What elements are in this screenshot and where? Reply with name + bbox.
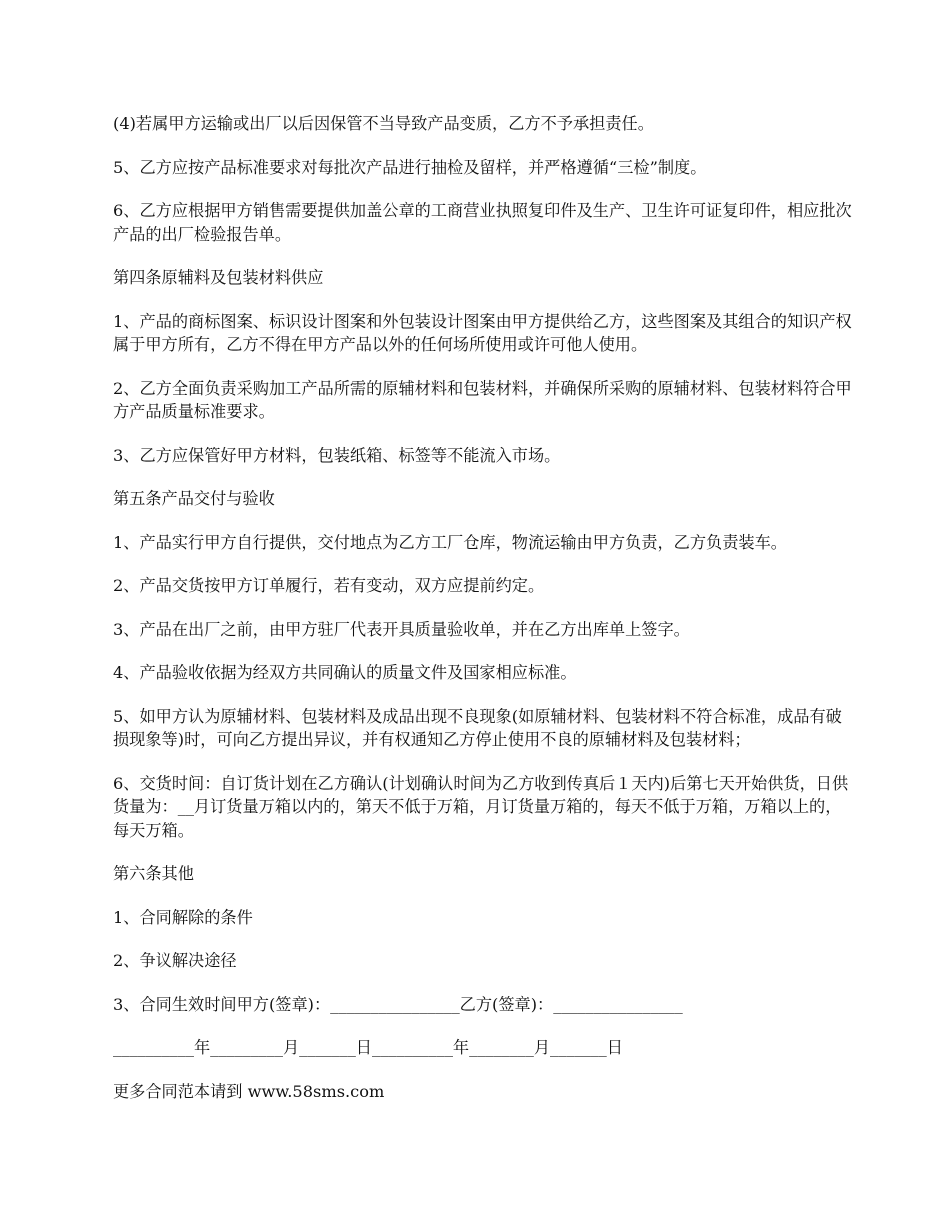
article-5-item-4: 4、产品验收依据为经双方共同确认的质量文件及国家相应标准。 bbox=[113, 663, 577, 682]
article-5-item-1: 1、产品实行甲方自行提供，交付地点为乙方工厂仓库，物流运输由甲方负责，乙方负责装车。 bbox=[113, 532, 787, 552]
clause-4-4-paragraph: (4)若属甲方运输或出厂以后因保管不当导致产品变质，乙方不予承担责任。 bbox=[113, 114, 654, 133]
date-line: __________年_________月_______日__________年________月_______日 bbox=[113, 1038, 623, 1057]
article-6-heading: 第六条其他 bbox=[113, 864, 194, 883]
article-5-heading: 第五条产品交付与验收 bbox=[113, 489, 275, 508]
article-5-item-3: 3、产品在出厂之前，由甲方驻厂代表开具质量验收单，并在乙方出库单上签字。 bbox=[113, 619, 690, 639]
article-4-item-1: 1、产品的商标图案、标识设计图案和外包装设计图案由甲方提供给乙方，这些图案及其组合的知识产权属于甲方所有，乙方不得在甲方产品以外的任何场所使用或许可他人使用。 bbox=[113, 311, 852, 354]
footer-link-text: 更多合同范本请到 www.58sms.com bbox=[113, 1081, 385, 1101]
article-5-item-2: 2、产品交货按甲方订单履行，若有变动，双方应提前约定。 bbox=[113, 576, 545, 595]
clause-5-paragraph: 5、乙方应按产品标准要求对每批次产品进行抽检及留样，并严格遵循“三检”制度。 bbox=[113, 157, 707, 177]
clause-6-paragraph: 6、乙方应根据甲方销售需要提供加盖公章的工商营业执照复印件及生产、卫生许可证复印件，相应批次产品的出厂检验报告单。 bbox=[113, 201, 852, 244]
article-4-item-2: 2、乙方全面负责采购加工产品所需的原辅材料和包装材料，并确保所采购的原辅材料、包装材料符合甲方产品质量标准要求。 bbox=[113, 378, 852, 421]
signature-line: 3、合同生效时间甲方(签章)：________________乙方(签章)：________________ bbox=[113, 994, 683, 1014]
article-5-item-5: 5、如甲方认为原辅材料、包装材料及成品出现不良现象(如原辅材料、包装材料不符合标准，成品有破损现象等)时，可向乙方提出异议，并有权通知乙方停止使用不良的原辅材料及包装材料； bbox=[113, 706, 842, 749]
document-page bbox=[113, 112, 855, 1103]
article-5-item-6: 6、交货时间：自订货计划在乙方确认(计划确认时间为乙方收到传真后１天内)后第七天开始供货，日供货量为：__月订货量万箱以内的，第天不低于万箱，月订货量万箱的，每天不低于万箱，万箱以上的，每天万箱。 bbox=[113, 773, 849, 840]
article-4-heading: 第四条原辅料及包装材料供应 bbox=[113, 268, 324, 287]
article-6-item-1: 1、合同解除的条件 bbox=[113, 907, 253, 927]
article-4-item-3: 3、乙方应保管好甲方材料，包装纸箱、标签等不能流入市场。 bbox=[113, 445, 561, 465]
article-6-item-2: 2、争议解决途径 bbox=[113, 951, 237, 970]
